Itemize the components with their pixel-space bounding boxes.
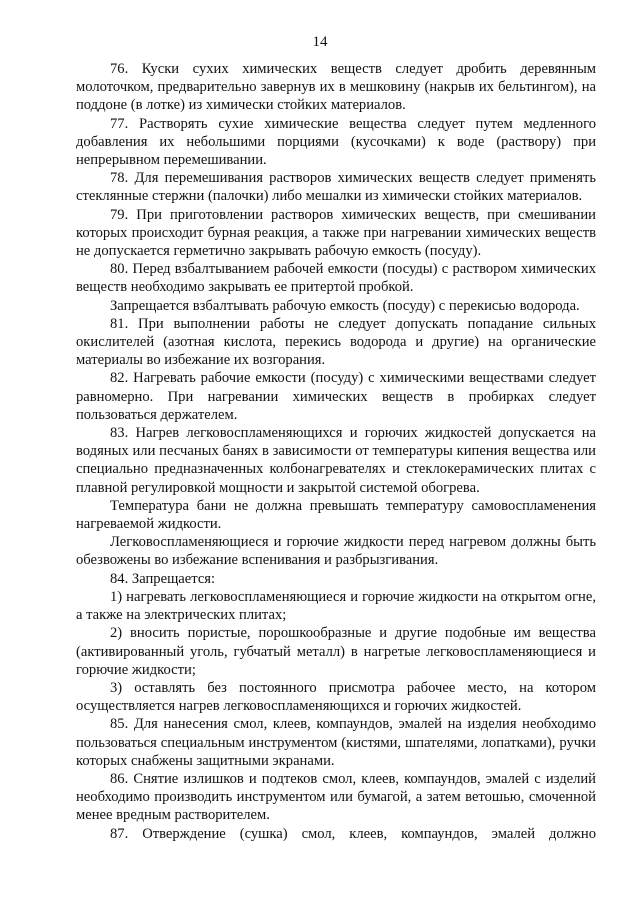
paragraph-86: 86. Снятие излишков и подтеков смол, клеев, компаундов, эмалей с изделий необходимо производить инструментом или бумагой, а затем ветошью, смоченной менее вредным растворителем.: [76, 770, 596, 824]
paragraph-78: 78. Для перемешивания растворов химических веществ следует применять стеклянные стержни (палочки) либо мешалки из химически стойких материалов.: [76, 170, 596, 205]
paragraph-79: 79. При приготовлении растворов химических веществ, при смешивании которых происходит бурная реакция, а также при нагревании химических веществ не допускается герметично закрывать рабочую емкость (посуду).: [76, 206, 596, 260]
paragraph-76: 76. Куски сухих химических веществ следует дробить деревянным молоточком, предварительно завернув их в мешковину (накрыв их бельтингом), на поддоне (в лотке) из химически стойких материалов.: [76, 61, 596, 114]
paragraph-83: 83. Нагрев легковоспламеняющихся и горючих жидкостей допускается на водяных или песчаных банях в зависимости от температуры кипения вещества или специально предназначенных колбонагревателях и стеклокерамических плитах с плавной регулировкой мощности и закрытой системой обогрева.: [76, 425, 596, 496]
paragraph-77: 77. Растворять сухие химические вещества следует путем медленного добавления их небольшими порциями (кусочками) к воде (раствору) при непрерывном перемешивании.: [76, 115, 596, 169]
list-item-84-1: 1) нагревать легковоспламеняющиеся и горючие жидкости на открытом огне, а также на электрических плитах;: [76, 588, 596, 624]
paragraph-85: 85. Для нанесения смол, клеев, компаундов, эмалей на изделия необходимо пользоваться специальным инструментом (кистями, шпателями, лопатками), ручки которых снабжены защитными экранами.: [76, 716, 596, 769]
paragraph-87: 87. Отверждение (сушка) смол, клеев, компаундов, эмалей должно: [110, 825, 596, 842]
paragraph-84: 84. Запрещается:: [110, 570, 216, 587]
list-item-84-3: 3) оставлять без постоянного присмотра рабочее место, на котором осуществляется нагрев легковоспламеняющихся и горючих жидкостей.: [76, 679, 596, 715]
paragraph-83-dehydration: Легковоспламеняющиеся и горючие жидкости перед нагревом должны быть обезвожены во избежание вспенивания и разбрызгивания.: [76, 534, 596, 569]
body-text: [76, 60, 596, 844]
paragraph-83-bath-temperature: Температура бани не должна превышать температуру самовоспламенения нагреваемой жидкости.: [76, 497, 596, 533]
list-item-84-2: 2) вносить пористые, порошкообразные и другие подобные им вещества (активированный уголь, губчатый металл) в нагретые легковоспламеняющиеся и горючие жидкости;: [76, 625, 596, 678]
paragraph-82: 82. Нагревать рабочие емкости (посуду) с химическими веществами следует равномерно. При нагревании химических веществ в пробирках следует пользоваться держателем.: [76, 370, 596, 423]
paragraph-81: 81. При выполнении работы не следует допускать попадание сильных окислителей (азотная кислота, перекись водорода и другие) на органические материалы во избежание их возгорания.: [76, 315, 596, 369]
paragraph-80: 80. Перед взбалтыванием рабочей емкости (посуды) с раствором химических веществ необходимо закрывать ее притертой пробкой.: [76, 261, 596, 296]
page-number: 14: [312, 34, 328, 50]
paragraph-80-prohibition: Запрещается взбалтывать рабочую емкость (посуду) с перекисью водорода.: [110, 297, 580, 314]
